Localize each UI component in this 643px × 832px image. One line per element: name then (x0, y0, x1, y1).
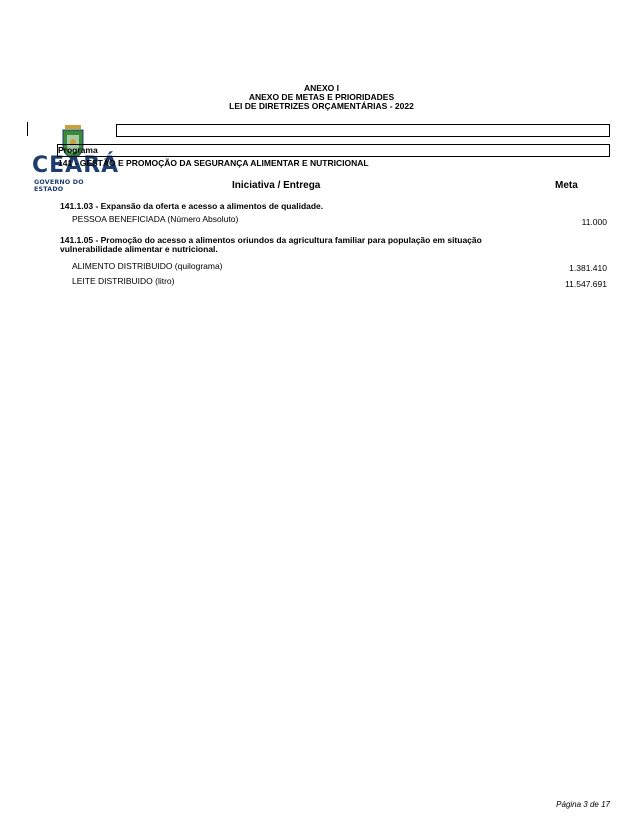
document-header (0, 84, 643, 111)
entrega-meta: 1.381.410 (569, 263, 607, 273)
logo-subtitle: GOVERNO DO ESTADO (34, 179, 84, 193)
column-header-iniciativa: Iniciativa / Entrega (232, 180, 321, 191)
header-frame-top (116, 124, 610, 137)
program-title: 141 - GESTÃO E PROMOÇÃO DA SEGURANÇA ALIMENTAR E NUTRICIONAL (58, 158, 369, 168)
entrega-name: LEITE DISTRIBUIDO (litro) (72, 276, 175, 286)
margin-bar (27, 122, 28, 136)
program-label-frame (57, 144, 610, 157)
column-header-meta: Meta (555, 180, 578, 191)
entrega-meta: 11.547.691 (565, 279, 607, 289)
header-line-1: ANEXO I (304, 83, 339, 93)
entrega-meta: 11.000 (581, 217, 607, 227)
iniciativa-title: 141.1.03 - Expansão da oferta e acesso a alimentos de qualidade. (60, 201, 324, 211)
logo-wordmark: CEARÁ (32, 153, 120, 178)
entrega-name: ALIMENTO DISTRIBUIDO (quilograma) (72, 261, 223, 271)
page-number: Página 3 de 17 (556, 800, 610, 809)
iniciativa-title: 141.1.05 - Promoção do acesso a alimentos oriundos da agricultura familiar para população em situação vulnerabilidade alimentar e nutricional. (60, 235, 482, 254)
header-line-2: ANEXO DE METAS E PRIORIDADES (248, 92, 395, 102)
header-line-3: LEI DE DIRETRIZES ORÇAMENTÁRIAS - 2022 (229, 101, 414, 111)
entrega-name: PESSOA BENEFICIADA (Número Absoluto) (72, 214, 239, 224)
program-label: Programa (58, 145, 98, 155)
